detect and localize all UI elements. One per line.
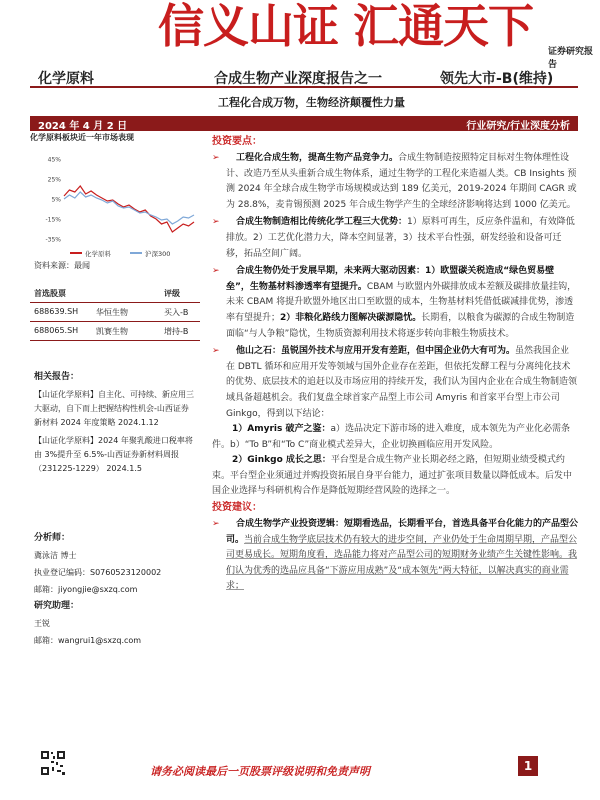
report-date: 2024 年 4 月 2 日: [38, 121, 128, 132]
stock-header-rating: 评级: [164, 289, 180, 298]
banner-slogan: 信义山证 汇通天下: [158, 0, 534, 53]
y-tick-label: 45%: [47, 156, 61, 164]
performance-chart: [30, 143, 200, 261]
page-number: 1: [518, 756, 538, 776]
date-bar: [30, 116, 578, 131]
point-paragraph: ➢ 合成生物制造相比传统化学工程三大优势：1）原料可再生，反应条件温和，有效降低排放。2）工艺优化潜力大，降本空间显著，3）技术平台性强，研发经验和设备可迁移，拓品空间广阔。: [212, 217, 575, 259]
arrow-icon: ➢: [212, 266, 220, 277]
series-line: [64, 192, 194, 224]
stock-code: 688639.SH: [34, 307, 79, 316]
stock-header-pick: 首选股票: [34, 289, 66, 298]
related-title: 相关报告：: [34, 372, 80, 382]
stock-name: 凯赛生物: [96, 327, 128, 336]
stock-table-header: [30, 284, 200, 303]
related-reports: [34, 370, 196, 476]
table-row: [30, 322, 200, 341]
arrow-icon: ➢: [212, 519, 220, 530]
report-title: 合成生物产业深度报告之一: [214, 71, 382, 87]
advice-heading: 投资建议：: [212, 502, 262, 514]
points-heading: 投资要点：: [212, 136, 262, 147]
y-tick-label: -35%: [45, 236, 61, 244]
footer-disclaimer[interactable]: 请务必阅读最后一页股票评级说明和免责声明: [150, 765, 370, 778]
point-paragraph: ➢ 合成生物学产业投资逻辑：短期看选品，长期看平台，首选具备平台化能力的产品型公司。当前合成生物学底层技术仍有较大的进步空间，产业仍处于生命周期早期，产品型公司更易成长。短期角度看，选品能力将对产品型公司的短期财务业绩产生关键性影响。我们认为优秀的选品应具备“下游应用成熟”及“成本领先”两大特征，以解决真实的商业需求；: [212, 519, 579, 592]
banner: [0, 0, 600, 70]
assistant-name: 王锐: [34, 619, 50, 628]
report-rating: 领先大市-B(维持): [440, 71, 554, 87]
arrow-icon: ➢: [212, 346, 220, 357]
analyst-name: 冀泳洁 博士: [34, 551, 77, 560]
y-tick-label: 25%: [47, 176, 61, 184]
related-report-link[interactable]: 【山证化学原料】2024 年聚乳酸进口税率将由 3%提升至 6.5%-山西证券新材料周报（231225-1229） 2024.1.5: [34, 436, 193, 473]
report-type: 行业研究/行业深度分析: [466, 121, 570, 132]
arrow-icon: ➢: [212, 217, 220, 228]
chart-source: 资料来源：最闻: [34, 261, 90, 270]
legend-label: 化学原料: [85, 250, 111, 258]
stock-code: 688065.SH: [34, 326, 79, 335]
sub-paragraph: 2）Ginkgo 成长之思：平台型是合成生物产业长期必经之路，但短期业绩受模式约束。平台型企业须通过并购投资拓展自身平台能力，通过扩张项目数量以降低成本。后发中国企业选择与科研机构合作是降低短期经营风险的选择之一。: [212, 455, 573, 497]
analyst-email[interactable]: 邮箱：jiyongjie@sxzq.com: [34, 585, 138, 594]
report-subtitle: 工程化合成万物，生物经济颠覆性力量: [218, 96, 405, 109]
assistant-title: 研究助理：: [34, 601, 80, 611]
qr-code-icon: [40, 750, 66, 776]
chart-title: 化学原料板块近一年市场表现: [30, 133, 134, 142]
analyst-cert: 执业登记编码：S0760523120002: [34, 568, 162, 577]
arrow-icon: ➢: [212, 153, 220, 163]
related-report-link[interactable]: 【山证化学原料】自主化、可持续、新应用三大驱动，自下而上把握结构性机会-山西证券新材料 2024 年度策略 2024.1.12: [34, 390, 194, 427]
sidebar-chart: [30, 132, 200, 265]
assistant-email[interactable]: 邮箱：wangrui1@sxzq.com: [34, 636, 142, 645]
analyst-info: [34, 530, 196, 649]
banner-tag: 证券研究报告: [548, 47, 594, 70]
y-tick-label: -15%: [45, 216, 61, 224]
point-paragraph: ➢ 他山之石：虽锐国外技术与应用开发有差距，但中国企业仍大有可为。虽然我国企业在 DBTL 循环和应用开发等领域与国外企业存在差距，但依托发酵工程与分离纯化技术的优势、底层技术的追赶以及市场应用的持续开发，我们认为国内企业在合成生物制造领域具备超越机会。我们复盘全球首家产品型上市公司 Amyris 和首家平台型上市公司 Ginkgo，得到以下结论：: [212, 346, 578, 419]
table-row: [30, 303, 200, 322]
report-header: [30, 66, 578, 88]
analyst-title: 分析师：: [34, 533, 71, 543]
y-tick-label: 5%: [51, 196, 61, 204]
point-paragraph: ➢ 工程化合成生物，提高生物产品竞争力。合成生物制造按照特定目标对生物体理性设计、改造乃至从头重新合成生物体系，通过生物学的工程化来造福人类。CB Insights 预测 2024 年全球合成生物学市场规模或达到 189 亿美元，2019-2024 年期间 CAGR 或为 28.8%，麦肯锡预测 2025 年合成生物学产生的全球经济影响将达到 1000 亿美元。: [212, 153, 577, 210]
stock-rating: 买入-B: [164, 308, 189, 317]
main-content: [212, 134, 578, 595]
report-category: 化学原料: [38, 71, 94, 87]
stock-table: [30, 284, 200, 341]
stock-rating: 增持-B: [164, 327, 189, 336]
series-line: [64, 186, 194, 232]
sub-paragraph: 1）Amyris 破产之鉴：a）选品决定下游市场的进入难度，成本领先为产业化必需条件。b）“To B”和“To C”商业模式差异大，企业切换画临应用开发风险。: [212, 424, 571, 450]
point-paragraph: ➢ 合成生物仍处于发展早期，未来两大驱动因素：1）欧盟碳关税造成“绿色贸易壁垒”，生物基材料渗透率有望提升。CBAM 与欧盟内外碳排放成本差额及碳排放量挂钩，未来 CBAM 将提升欧盟外地区出口至欧盟的成本，生物基材料凭借低碳减排优势，渗透率有望提升；2）非粮化路线力图解决碳源隐忧。长期看，以粮食为碳源的合成生物制造面临“与人争粮”隐忧，生物质资源利用技术将逐步转向非粮生物质技术。: [212, 266, 577, 339]
legend-label: 沪深300: [145, 250, 171, 258]
stock-name: 华恒生物: [96, 308, 128, 317]
